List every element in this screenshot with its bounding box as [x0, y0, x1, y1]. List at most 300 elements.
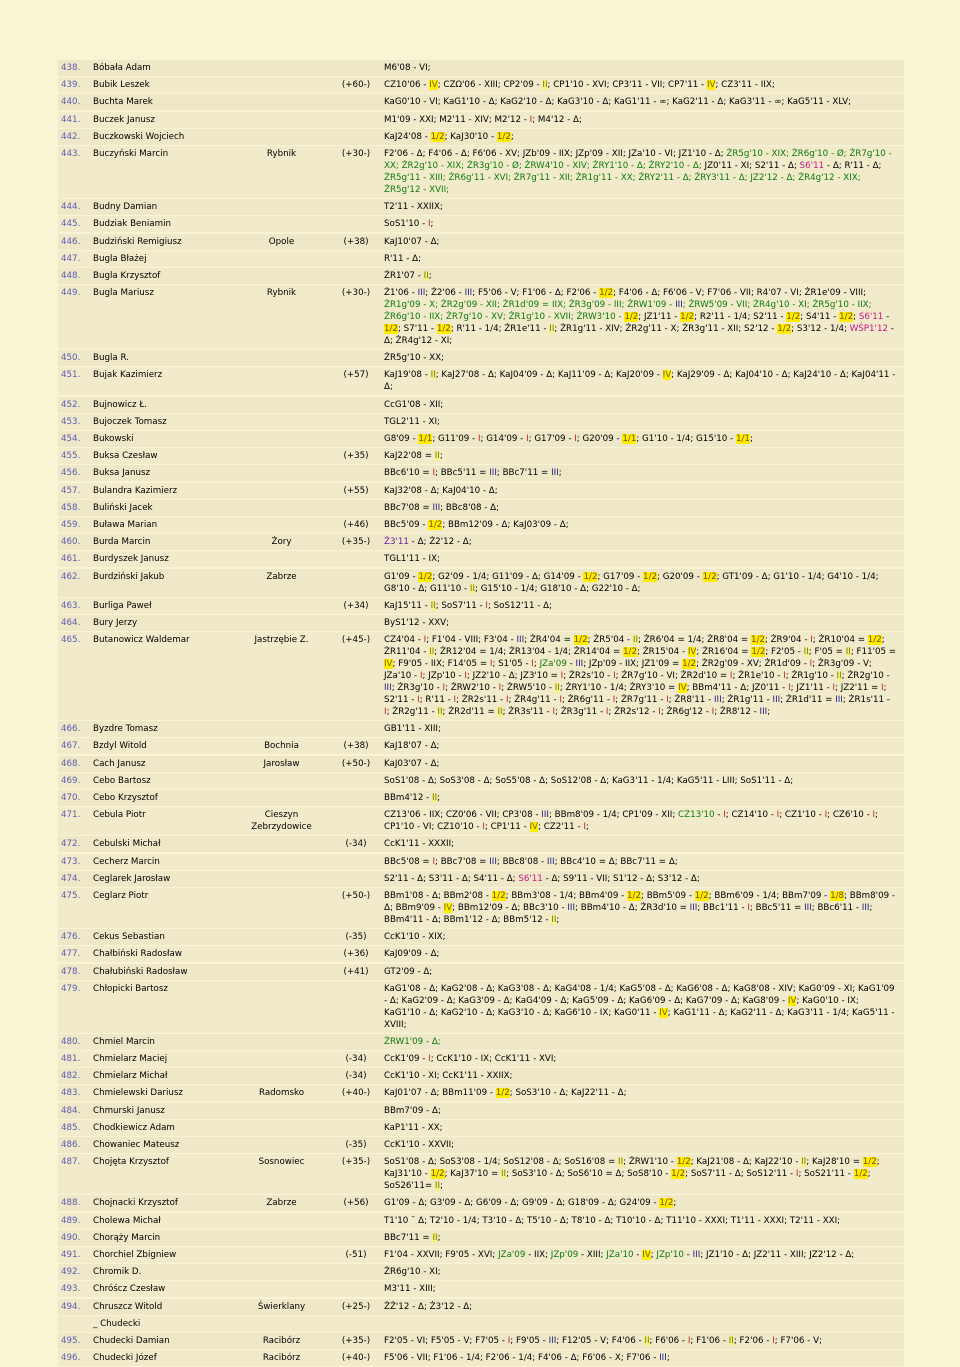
- competitor-city: Żory: [271, 537, 292, 548]
- competitor-name: Bujak Kazimierz: [93, 370, 163, 381]
- result-text: ; BBm12'09 - Δ; KaJ03'09 - Δ;: [442, 519, 569, 530]
- competitor-city: [232, 854, 331, 858]
- table-row: [58, 1195, 904, 1211]
- row-number: 495.: [61, 1335, 81, 1346]
- results-list: [381, 1137, 904, 1153]
- competitor-city: [232, 465, 331, 469]
- result-text: ; S2'11 -: [384, 683, 887, 706]
- results-list: [381, 773, 904, 789]
- result-text: ; BBc5'11 =: [435, 468, 490, 479]
- result-text: ;: [650, 1249, 657, 1260]
- competitor-rating: (+35-): [341, 1335, 371, 1346]
- result-mark: I: [729, 671, 733, 682]
- result-text: ; ŻR8'11 -: [668, 695, 714, 706]
- result-text: ; ŻR2d'11 =: [442, 707, 498, 718]
- table-row: [58, 1230, 904, 1246]
- result-mark: 1/2: [623, 647, 638, 658]
- competitor-city: Racibórz: [262, 1353, 301, 1364]
- result-mark: I: [810, 635, 813, 646]
- result-text: F2'06 - Δ; F4'06 - Δ; F6'06 - XV; JZb'09 - IIX; JZp'09 - XII; JZa'10 - VI; JZ1'10 - Δ;: [384, 148, 727, 159]
- result-text: ; BBm4'10 - Δ; ŻR3d'10 =: [575, 902, 690, 913]
- result-mark: III: [692, 1249, 701, 1260]
- competitor-city: [232, 1051, 331, 1055]
- result-text: ; CZ1'10 -: [779, 810, 825, 821]
- result-mark: 1/2: [624, 312, 639, 323]
- result-mark: III: [714, 695, 722, 706]
- result-text: ;: [556, 914, 560, 925]
- result-text: ; ŻR6g'11 -: [561, 695, 613, 706]
- results-list: [381, 1247, 904, 1263]
- result-mark: 1/2: [786, 312, 801, 323]
- table-row: [58, 1137, 904, 1153]
- result-text: ByS1'12 - XXV;: [384, 617, 450, 628]
- result-mark: S6'11: [858, 312, 884, 323]
- table-row: [58, 199, 904, 215]
- competitor-city: Zabrze: [266, 571, 297, 582]
- results-list: [381, 465, 904, 481]
- result-mark: III: [551, 468, 559, 479]
- result-text: ; ŻR1g'11 - XIV; ŻR2g'11 - X; ŻR3g'11 - XII; S2'12 -: [554, 324, 778, 335]
- competitor-name: Chudecki Damian: [93, 1335, 170, 1346]
- result-text: ; ŻRW2'10 -: [445, 683, 499, 694]
- competitor-rating: [331, 500, 381, 504]
- row-number: 441.: [61, 114, 81, 125]
- competitor-rating: (+36): [343, 949, 369, 960]
- result-mark: III: [772, 695, 781, 706]
- competitor-name: Bóbała Adam: [93, 63, 151, 73]
- table-row: [58, 1333, 904, 1349]
- result-text: ; ŻR8'12 -: [714, 707, 760, 718]
- result-text: ; ŻR2s'10 -: [563, 671, 614, 682]
- result-text: KaJ22'08 =: [384, 451, 435, 462]
- result-text: ; ŻR1g'11 -: [721, 695, 773, 706]
- results-list: [381, 790, 904, 806]
- competitor-city: [232, 598, 331, 602]
- result-mark: I: [428, 1054, 431, 1065]
- result-mark: 1/2: [680, 312, 695, 323]
- result-text: ; ŻR2g'09 - XV; ŻR1d'09 -: [696, 659, 810, 670]
- competitor-name: Chorąży Marcin: [93, 1232, 161, 1243]
- result-text: ; KaJ31'10 -: [384, 1157, 880, 1180]
- row-number: 475.: [61, 890, 81, 901]
- table-row: [58, 431, 904, 447]
- row-number: 454.: [61, 434, 81, 444]
- row-number: 444.: [61, 202, 81, 213]
- result-text: ; BBc8'08 -: [496, 856, 547, 867]
- result-text: GT2'09 - Δ;: [384, 966, 433, 977]
- result-text: ; R2'11 - 1/4; S2'11 -: [694, 312, 787, 323]
- result-mark: II: [432, 793, 438, 803]
- result-text: ; JZp'10 -: [422, 671, 465, 682]
- result-mark: II: [430, 370, 436, 381]
- competitor-name: Buczek Janusz: [93, 114, 155, 125]
- competitor-city: [232, 1120, 331, 1124]
- competitor-name: Cebo Bartosz: [93, 775, 151, 786]
- result-mark: I: [427, 219, 431, 230]
- competitor-rating: (+41): [343, 966, 369, 977]
- competitor-city: [232, 268, 331, 272]
- competitor-name: Chojnacki Krzysztof: [93, 1198, 178, 1209]
- row-number: [58, 1316, 90, 1320]
- result-mark: CZ13'10: [678, 810, 715, 821]
- competitor-city: [232, 773, 331, 777]
- result-mark: II: [618, 1157, 624, 1168]
- result-mark: I: [482, 822, 485, 833]
- competitor-rating: [331, 1103, 381, 1107]
- result-mark: IV: [706, 80, 716, 91]
- competitor-city: [232, 448, 331, 452]
- table-row: [58, 448, 904, 464]
- competitor-rating: (-35): [345, 1140, 367, 1150]
- table-row: [58, 285, 904, 349]
- result-text: ; SoS3'10 - Δ; SoS6'10 = Δ; SoS8'10 -: [506, 1169, 672, 1180]
- result-mark: ŻR5g'10 - XIX; ŻR6g'10 - Ø; ŻR7g'10 - XX; ŻR2g'10 - XIX; ŻR3g'10 - Ø; ŻRW4'10 - XIV; ŻRY1'10 - Δ; ŻRY2'10 - Δ;: [384, 148, 892, 171]
- result-mark: III: [516, 635, 525, 646]
- competitor-rating: (+35-): [341, 1157, 371, 1168]
- result-text: SoS1'10 -: [384, 219, 428, 230]
- results-list: [381, 199, 904, 215]
- result-text: ; F2'05 -: [765, 647, 804, 658]
- results-list: [381, 1350, 904, 1366]
- result-text: ; ŻR3s'11 -: [502, 707, 553, 718]
- competitor-rating: (-35): [345, 932, 367, 943]
- result-mark: II: [845, 647, 851, 658]
- row-number: 451.: [61, 370, 81, 381]
- result-mark: 1/2: [659, 1198, 674, 1209]
- table-row: [58, 465, 904, 481]
- row-number: 448.: [61, 270, 81, 281]
- competitor-rating: [331, 1230, 381, 1234]
- row-number: 466.: [61, 724, 81, 735]
- result-text: -: [714, 810, 724, 821]
- competitor-city: [232, 77, 331, 81]
- row-number: 496.: [61, 1353, 81, 1364]
- competitor-rating: (-34): [345, 839, 367, 850]
- result-text: ; KaJ29'09 - Δ; KaJ04'10 - Δ; KaJ24'10 - Δ; KaJ04'11 - Δ;: [384, 370, 896, 393]
- result-text: ; F4'06 - Δ; F6'06 - V; F7'06 - VII; R4'07 - VI; ŻR1e'09 - VIII;: [613, 288, 867, 299]
- table-row: [58, 929, 904, 945]
- competitor-name: Bugla Mariusz: [93, 288, 154, 299]
- competitor-city: Sosnowiec: [258, 1157, 305, 1168]
- result-text: ; BBc4'10 = Δ; BBc7'11 = Δ;: [554, 856, 678, 867]
- competitor-name: Burdziński Jakub: [93, 571, 165, 582]
- competitor-rating: (+55): [343, 485, 369, 496]
- competitor-rating: [331, 94, 381, 98]
- result-text: CcK1'10 - XI; CcK1'11 - XXIIX;: [384, 1071, 513, 1082]
- competitor-city: [232, 721, 331, 725]
- row-number: 470.: [61, 793, 81, 803]
- result-text: ; BBm4'11 - Δ; BBm1'12 - Δ; BBm5'12 -: [384, 902, 873, 925]
- result-text: - Δ; Ż2'12 - Δ;: [408, 537, 472, 548]
- row-number: 458.: [61, 502, 81, 513]
- result-mark: IV: [642, 1249, 651, 1260]
- table-row: [58, 721, 904, 737]
- result-mark: 1/2: [750, 635, 765, 646]
- result-mark: 1/2: [682, 659, 697, 670]
- result-text: ; KaJ30'10 -: [444, 131, 497, 142]
- result-text: - Δ; S9'11 - VII; S1'12 - Δ; S3'12 - Δ;: [542, 873, 700, 884]
- result-text: F5'06 - VII; F1'06 - 1/4; F2'06 - 1/4; F4'06 - Δ; F6'06 - X; F7'06 -: [384, 1353, 660, 1364]
- result-mark: I: [526, 434, 529, 444]
- competitor-rating: [331, 397, 381, 401]
- result-text: ; ŻR11'04 -: [384, 635, 885, 658]
- competitor-city: [232, 871, 331, 875]
- competitor-name: Byzdre Tomasz: [93, 724, 158, 735]
- row-number: 442.: [61, 131, 81, 142]
- result-text: ;: [673, 1198, 677, 1209]
- results-list: [381, 1333, 904, 1349]
- result-text: ; S3'12 - 1/4;: [791, 324, 850, 335]
- result-text: ; ŻR1e'10 -: [732, 671, 784, 682]
- result-mark: I: [872, 810, 876, 821]
- result-text: BBc7'08 =: [384, 502, 433, 513]
- competitor-city: [232, 199, 331, 203]
- row-number: 449.: [61, 288, 81, 299]
- result-mark: JZa'09: [498, 1249, 526, 1260]
- competitor-city: Zabrze: [266, 1198, 297, 1209]
- competitor-rating: [331, 216, 381, 220]
- result-mark: 1/2: [751, 647, 766, 658]
- result-text: ; F'05 =: [808, 647, 846, 658]
- result-mark: I: [432, 856, 436, 867]
- competitor-rating: (+35): [343, 451, 369, 462]
- row-number: 481.: [61, 1054, 81, 1065]
- competitor-rating: [331, 1281, 381, 1285]
- competitor-name: Butanowicz Waldemar: [93, 635, 190, 646]
- result-mark: I: [795, 1169, 799, 1180]
- competitor-rating: (+35-): [341, 537, 371, 548]
- result-text: ; KaG1'11 - Δ; KaG2'11 - Δ; KaG3'11 - 1/4; KaG5'11 - XVIII;: [384, 1007, 895, 1030]
- competitor-rating: (+60-): [341, 80, 371, 91]
- result-mark: 1/2: [671, 1169, 686, 1180]
- row-number: 445.: [61, 219, 81, 230]
- result-text: BBm4'12 -: [384, 793, 433, 803]
- result-text: ;: [767, 707, 771, 718]
- result-text: ; JZ2'11 =: [835, 683, 882, 694]
- competitor-city: [232, 888, 331, 892]
- competitor-name: Bujnowicz Ł.: [93, 399, 147, 410]
- result-text: ; ŻR2s'11 -: [456, 695, 506, 706]
- result-text: ŻR5g'10 - XX;: [384, 353, 444, 364]
- result-mark: III: [575, 659, 584, 670]
- competitor-city: Bochnia: [264, 741, 299, 752]
- result-text: ;: [437, 793, 441, 803]
- result-text: ; BBc8'08 - Δ;: [440, 502, 500, 513]
- table-row: [58, 569, 904, 597]
- row-number: 455.: [61, 451, 81, 462]
- result-mark: 1/2: [573, 635, 588, 646]
- result-mark: II: [801, 1157, 807, 1168]
- result-text: ; JZp'09 - IIX; JZ1'09 =: [583, 659, 683, 670]
- result-mark: I: [723, 810, 726, 821]
- competitor-rating: [331, 721, 381, 725]
- result-text: KaG0'10 - VI; KaG1'10 - Δ; KaG2'10 - Δ; KaG3'10 - Δ; KaG1'11 - ∞; KaG2'11 - Δ; KaG3'11 - ∞; KaG5'11 - XLV;: [384, 97, 852, 108]
- competitor-rating: (+25-): [341, 1301, 371, 1312]
- result-text: ; ŻRY1'10 - 1/4; ŻRY3'10 =: [559, 683, 679, 694]
- result-mark: II: [803, 647, 809, 658]
- competitor-name: Cecherz Marcin: [93, 856, 160, 867]
- result-text: - Δ; ŻR4g'12 - XI;: [384, 324, 894, 347]
- result-text: CcK1'10 - XXVII;: [384, 1140, 455, 1150]
- competitor-name: Chmielarz Maciej: [93, 1054, 168, 1065]
- table-row: [58, 773, 904, 789]
- competitor-name: Cebulski Michał: [93, 839, 161, 850]
- result-mark: JZp'10: [656, 1249, 684, 1260]
- table-row: [58, 981, 904, 1033]
- row-number: 487.: [61, 1157, 81, 1168]
- result-text: ; JZ1'11 -: [790, 683, 833, 694]
- competitor-name: Chróścz Czesław: [93, 1284, 166, 1295]
- competitor-name: Chowaniec Mateusz: [93, 1140, 180, 1150]
- competitor-name: Buksa Czesław: [93, 451, 158, 462]
- competitor-name: Bujoczek Tomasz: [93, 416, 167, 427]
- competitor-city: [232, 981, 331, 985]
- competitor-city: [232, 251, 331, 255]
- table-row: [58, 1299, 904, 1315]
- result-mark: I: [552, 707, 556, 718]
- competitor-rating: (+50-): [341, 758, 371, 769]
- result-mark: 1/2: [583, 571, 598, 582]
- results-list: [381, 756, 904, 772]
- results-list: [381, 1120, 904, 1136]
- competitor-city: Rybnik: [266, 288, 297, 299]
- result-mark: II: [549, 324, 555, 335]
- competitor-rating: (-34): [345, 1054, 367, 1065]
- result-text: ; ŻR7g'11 -: [615, 695, 667, 706]
- table-row: [58, 112, 904, 128]
- result-text: SoS1'08 - Δ; SoS3'08 - 1/4; SoS12'08 - Δ; SoS16'08 =: [384, 1157, 619, 1168]
- competitor-city: [232, 836, 331, 840]
- row-number: 462.: [61, 571, 81, 582]
- result-mark: II: [434, 451, 440, 462]
- result-mark: III: [804, 902, 812, 913]
- competitor-city: Jarosław: [263, 758, 300, 769]
- result-mark: III: [689, 902, 698, 913]
- result-text: ; SoS7'11 - Δ; SoS12'11 -: [685, 1169, 796, 1180]
- result-text: ; R'11 -: [419, 695, 454, 706]
- result-mark: I: [442, 683, 446, 694]
- result-mark: 1/1: [735, 434, 750, 444]
- competitor-name: Cach Janusz: [93, 758, 146, 769]
- table-row: [58, 94, 904, 110]
- competitor-city: [232, 1213, 331, 1217]
- row-number: 443.: [61, 148, 81, 159]
- competitor-rating: [331, 465, 381, 469]
- row-number: 456.: [61, 468, 81, 479]
- row-number: 491.: [61, 1249, 81, 1260]
- competitor-name: Buchta Marek: [93, 97, 153, 108]
- result-mark: III: [541, 810, 549, 821]
- result-text: M1'09 - XXI; M2'11 - XIV; M2'12 -: [384, 114, 530, 125]
- table-row: [58, 1051, 904, 1067]
- result-text: - IIX;: [525, 1249, 551, 1260]
- competitor-city: [232, 1247, 331, 1251]
- table-row: [58, 1281, 904, 1297]
- results-list: [381, 632, 904, 720]
- result-mark: I: [832, 683, 836, 694]
- competitor-city: Jastrzębie Z.: [254, 635, 309, 646]
- table-row: [58, 1264, 904, 1280]
- competitor-name: Bugla R.: [93, 353, 129, 364]
- table-row: [58, 397, 904, 413]
- results-list: [381, 367, 904, 395]
- table-row: [58, 738, 904, 754]
- result-text: ; JZ1'10 - Δ; JZ2'11 - XIII; JZ2'12 - Δ;: [700, 1249, 855, 1260]
- row-number: 467.: [61, 741, 81, 752]
- result-text: ; BBm8'09 - 1/4; CP1'09 - XII;: [548, 810, 679, 821]
- competitor-city: [232, 216, 331, 220]
- result-text: ; G20'09 -: [576, 434, 623, 444]
- result-text: ; BBc1'11 -: [697, 902, 748, 913]
- result-mark: I: [419, 671, 423, 682]
- result-mark: 1/2: [384, 324, 398, 335]
- result-mark: I: [687, 1335, 691, 1346]
- competitor-rating: [331, 1120, 381, 1124]
- result-text: ; ŻR2g'10 -: [841, 671, 890, 682]
- result-mark: 1/2: [418, 571, 433, 582]
- result-text: ;: [585, 822, 589, 833]
- competitor-name: Bulandra Kazimierz: [93, 485, 178, 496]
- result-text: ; CP1'11 -: [484, 822, 530, 833]
- competitor-city: Świerklany: [257, 1301, 306, 1312]
- result-mark: II: [437, 707, 443, 718]
- competitor-name: Bugla Błażej: [93, 253, 147, 264]
- result-text: ; S4'11 -: [800, 312, 840, 323]
- table-row: [58, 946, 904, 962]
- result-text: ; KaJ37'10 =: [444, 1169, 501, 1180]
- result-mark: I: [417, 695, 420, 706]
- row-number: 494.: [61, 1301, 81, 1312]
- result-text: KaJ10'07 - Δ;: [384, 236, 440, 247]
- result-text: ; G1'10 - 1/4; G15'10 -: [636, 434, 736, 444]
- competitor-name: Bzdyl Witold: [93, 741, 147, 752]
- result-text: ; F9'05 -: [510, 1335, 549, 1346]
- table-row: [58, 234, 904, 250]
- result-mark: 1/1: [622, 434, 637, 444]
- result-text: ; ŻR12'04 = 1/4; ŻR13'04 - 1/4; ŻR14'04 =: [434, 647, 624, 658]
- competitor-rating: [331, 790, 381, 794]
- result-text: -: [566, 659, 576, 670]
- competitor-name: Chorchiel Zbigniew: [93, 1249, 177, 1260]
- row-number: 476.: [61, 932, 81, 943]
- result-mark: IV: [429, 80, 438, 91]
- results-list: [381, 807, 904, 835]
- result-mark: III: [835, 695, 843, 706]
- result-mark: IV: [659, 1007, 668, 1018]
- result-text: ; ŻR1d'11 =: [780, 695, 836, 706]
- competitor-city: Radomsko: [258, 1088, 305, 1099]
- table-row: [58, 551, 904, 567]
- result-text: T2'11 - XXIIX;: [384, 202, 443, 213]
- competitor-rating: (-34): [345, 1071, 367, 1082]
- results-list: [381, 1230, 904, 1246]
- result-text: ; ŻRW5'10 -: [501, 683, 555, 694]
- result-text: ; ŻR1g'10 -: [785, 671, 837, 682]
- table-row: [58, 790, 904, 806]
- result-text: BBm7'09 - Δ;: [384, 1105, 441, 1116]
- competitor-city: [232, 397, 331, 401]
- results-list: [381, 738, 904, 754]
- competitor-city: [232, 1281, 331, 1285]
- results-list: [381, 350, 904, 366]
- result-text: BBc5'08 =: [384, 856, 433, 867]
- competitor-rating: [331, 1264, 381, 1268]
- result-text: SoS1'08 - Δ; SoS3'08 - Δ; SoS5'08 - Δ; SoS12'08 - Δ; KaG3'11 - 1/4; KaG5'11 - LIII; SoS1'11 - Δ;: [384, 775, 794, 786]
- competitor-rating: [331, 615, 381, 619]
- result-mark: ŻRW1'09 - Δ;: [384, 1036, 441, 1047]
- result-text: ; F1'04 - VIII; F3'04 -: [426, 635, 517, 646]
- result-text: KaP1'11 - XX;: [384, 1122, 443, 1133]
